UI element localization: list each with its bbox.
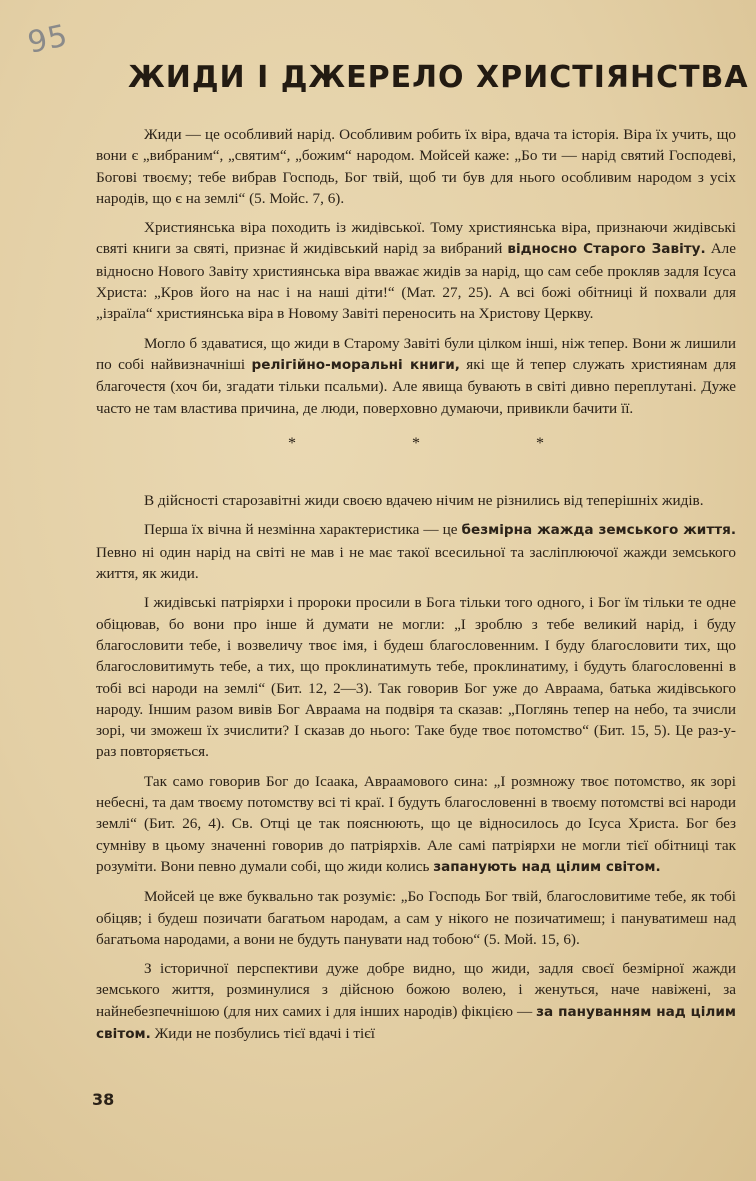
paragraph-text: Християнська віра походить із жидівської. Тому християнська віра, признаючи жидівські святі книги за святі, признає й жидівський нарід за вибраний [96, 219, 736, 258]
page-number: 38 [92, 1090, 115, 1109]
paragraph [96, 490, 736, 511]
emphasis-text: запанують над цілим світом. [433, 858, 661, 875]
paragraph-text: В дійсності старозавітні жиди своєю вдачею нічим не різнились від теперішніх жидів. [144, 492, 704, 510]
paragraph-text: І жидівські патріярхи і пророки просили в Бога тільки того одного, і Бог їм тільки те одне обіцював, бо вони про інше й думати не могли: „І зроблю з тебе великий нарід, і буду благословити тебе, і возвеличу твоє імя, і будеш благословенним. І буду благословити тих, що благословитимуть тебе, а тих, що проклинатимуть тебе, проклинатиму, і будуть благословенні в тобі всі народи на землі“ (Бит. 12, 2—3). Так говорив Бог уже до Авраама, батька жидівського народу. Іншим разом вивів Бог Авраама на подвіря та сказав: „Поглянь тепер на небо, та зчисли зорі, чи зможеш їх зчислити? І сказав до нього: Таке буде твоє потомство“ (Бит. 15, 5). Це раз-у-раз повторяється. [96, 594, 736, 761]
emphasis-text: релігійно-моральні книги, [251, 356, 460, 373]
handwritten-page-mark: 95 [24, 18, 72, 61]
emphasis-text: за пануванням над цілим світом. [96, 1003, 736, 1042]
section-divider: * * * [288, 434, 600, 452]
paragraph [96, 592, 736, 762]
paragraph [96, 333, 736, 419]
paragraph [96, 886, 736, 950]
paragraph-text: які ще й тепер служать християнам для благочестя (хоч би, згадати тільки псальми). Але явища бувають в світі дивно переплутані. Дуже часто не там властива причина, де люди, поверховно думаючи, привикли бачити її. [96, 355, 736, 417]
paragraph-text: Жиди не позбулись тієї вдачі і тієї [150, 1024, 375, 1042]
paragraph-text: Жиди — це особливий нарід. Особливим робить їх віра, вдача та історія. Віра їх учить, що вони є „вибраним“, „святим“, „божим“ народом. Мойсей каже: „Бо ти — нарід святий Господеві, Богові твоєму; тебе вибрав Господь, Бог твій, щоб ти був для нього особливим народом з усіх народів, що є на землі“ (5. Мойс. 7, 6). [96, 126, 736, 207]
paragraph [96, 217, 736, 324]
paragraph-text: Перша їх вічна й незмінна характеристика — це [144, 521, 462, 539]
paragraph [96, 771, 736, 878]
paragraph-text: Мойсей це вже буквально так розуміє: „Бо Господь Бог твій, благословитиме тебе, як тобі обіцяв; і будеш позичати багатьом народам, а сам у нікого не позичатимеш; і пануватимеш над багатьома народами, а вони не будуть панувати над тобою“ (5. Мой. 15, 6). [96, 888, 736, 948]
paragraph [96, 124, 736, 209]
paragraph [96, 519, 736, 584]
paragraph-text: З історичної перспективи дуже добре видно, що жиди, задля своєї безмірної жажди земського життя, розминулися з дійсною божою волею, і женуться, наче навіжені, за найнебезпечнішою (для них самих і для інших народів) фікцією — [96, 960, 736, 1020]
paragraph-text: Але відносно Нового Завіту християнська віра вважає жидів за нарід, що сам себе прокляв задля Ісуса Христа: „Кров його на нас і на наші діти!“ (Мат. 27, 25). А всі божі обітниці й похвали для „ізраїла“ християнська віра в Новому Завіті переносить на Христову Церкву. [96, 240, 736, 323]
section-two [96, 490, 736, 1045]
body-text [96, 124, 736, 1053]
page-title: ЖИДИ І ДЖЕРЕЛО ХРИСТІЯНСТВА [128, 60, 749, 95]
emphasis-text: безмірна жажда земського життя. [461, 522, 736, 539]
section-one [96, 124, 736, 419]
paragraph [96, 958, 736, 1045]
paragraph-text: Так само говорив Бог до Ісаака, Авраамового сина: „І розмножу твоє потомство, як зорі небесні, та дам твоєму потомству всі ті краї. І будуть благословенні в твоєму потомстві всі народи землі“ (Бит. 26, 4). Св. Отці це так пояснюють, що це відносилось до Ісуса Христа. Бог без сумніву в цьому значенні говорив до патріярхів. Але самі патріярхи не могли тієї обітниці так розуміти. Вони певно думали собі, що жиди колись [96, 772, 736, 875]
paragraph-text: Певно ні один нарід на світі не мав і не має такої всесильної та засліплюючої жажди земського життя, як жиди. [96, 543, 736, 583]
emphasis-text: відносно Старого Завіту. [507, 241, 706, 258]
paragraph-text: Могло б здаватися, що жиди в Старому Завіті були цілком інші, ніж тепер. Вони ж лишили по собі найвизначніші [96, 334, 736, 373]
